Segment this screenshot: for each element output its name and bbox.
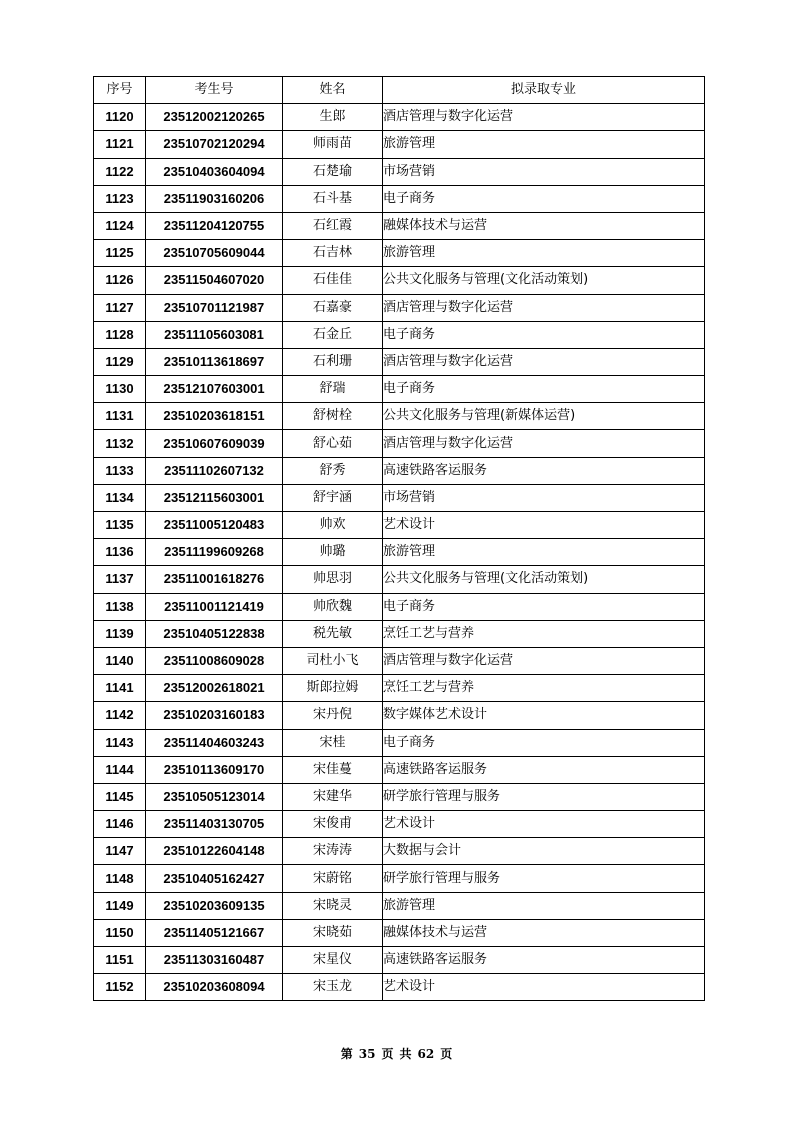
cell-name: 帅欢 — [283, 512, 383, 539]
cell-exam-no: 23510705609044 — [146, 240, 283, 267]
cell-exam-no: 23512115603001 — [146, 484, 283, 511]
header-seq: 序号 — [94, 77, 146, 104]
cell-name: 宋晓茹 — [283, 919, 383, 946]
cell-major: 公共文化服务与管理(文化活动策划) — [383, 267, 705, 294]
cell-exam-no: 23511404603243 — [146, 729, 283, 756]
cell-name: 宋佳蔓 — [283, 756, 383, 783]
cell-major: 旅游管理 — [383, 539, 705, 566]
cell-exam-no: 23512002618021 — [146, 675, 283, 702]
cell-seq: 1135 — [94, 512, 146, 539]
cell-major: 旅游管理 — [383, 131, 705, 158]
cell-major: 电子商务 — [383, 185, 705, 212]
admission-table — [93, 76, 705, 1001]
cell-seq: 1127 — [94, 294, 146, 321]
cell-major: 酒店管理与数字化运营 — [383, 294, 705, 321]
cell-major: 烹饪工艺与营养 — [383, 675, 705, 702]
cell-seq: 1137 — [94, 566, 146, 593]
cell-seq: 1152 — [94, 974, 146, 1001]
footer-prefix: 第 — [340, 1047, 353, 1061]
cell-major: 高速铁路客运服务 — [383, 756, 705, 783]
table-row — [94, 512, 705, 539]
cell-major: 艺术设计 — [383, 811, 705, 838]
table-row — [94, 729, 705, 756]
cell-name: 宋建华 — [283, 783, 383, 810]
cell-major: 公共文化服务与管理(文化活动策划) — [383, 566, 705, 593]
table-row — [94, 240, 705, 267]
cell-major: 研学旅行管理与服务 — [383, 865, 705, 892]
cell-name: 宋蔚铭 — [283, 865, 383, 892]
cell-name: 石楚瑜 — [283, 158, 383, 185]
cell-major: 融媒体技术与运营 — [383, 919, 705, 946]
cell-exam-no: 23510122604148 — [146, 838, 283, 865]
cell-seq: 1140 — [94, 647, 146, 674]
cell-name: 舒心茹 — [283, 430, 383, 457]
cell-seq: 1149 — [94, 892, 146, 919]
cell-name: 税先敏 — [283, 620, 383, 647]
table-row — [94, 675, 705, 702]
header-exam-no: 考生号 — [146, 77, 283, 104]
cell-major: 数字媒体艺术设计 — [383, 702, 705, 729]
cell-exam-no: 23511005120483 — [146, 512, 283, 539]
cell-seq: 1120 — [94, 104, 146, 131]
cell-exam-no: 23510203618151 — [146, 403, 283, 430]
cell-exam-no: 23511903160206 — [146, 185, 283, 212]
cell-major: 电子商务 — [383, 321, 705, 348]
cell-exam-no: 23511001618276 — [146, 566, 283, 593]
cell-seq: 1151 — [94, 947, 146, 974]
cell-name: 石吉林 — [283, 240, 383, 267]
cell-exam-no: 23510403604094 — [146, 158, 283, 185]
footer-page-unit: 页 — [381, 1047, 394, 1061]
cell-name: 师雨苗 — [283, 131, 383, 158]
cell-name: 生郎 — [283, 104, 383, 131]
cell-major: 酒店管理与数字化运营 — [383, 348, 705, 375]
table-row — [94, 158, 705, 185]
cell-major: 高速铁路客运服务 — [383, 457, 705, 484]
cell-name: 石金丘 — [283, 321, 383, 348]
cell-name: 石红霞 — [283, 212, 383, 239]
cell-exam-no: 23511199609268 — [146, 539, 283, 566]
table-row — [94, 783, 705, 810]
cell-major: 高速铁路客运服务 — [383, 947, 705, 974]
table-row — [94, 865, 705, 892]
cell-seq: 1148 — [94, 865, 146, 892]
cell-exam-no: 23511204120755 — [146, 212, 283, 239]
cell-exam-no: 23511102607132 — [146, 457, 283, 484]
cell-name: 宋桂 — [283, 729, 383, 756]
cell-seq: 1147 — [94, 838, 146, 865]
cell-seq: 1146 — [94, 811, 146, 838]
page-footer — [0, 1045, 793, 1062]
cell-exam-no: 23510405122838 — [146, 620, 283, 647]
cell-major: 酒店管理与数字化运营 — [383, 104, 705, 131]
footer-total-prefix: 共 — [399, 1047, 412, 1061]
table-row — [94, 539, 705, 566]
cell-exam-no: 23510701121987 — [146, 294, 283, 321]
cell-exam-no: 23510203160183 — [146, 702, 283, 729]
cell-name: 宋丹倪 — [283, 702, 383, 729]
cell-seq: 1123 — [94, 185, 146, 212]
cell-seq: 1122 — [94, 158, 146, 185]
cell-exam-no: 23512107603001 — [146, 376, 283, 403]
cell-exam-no: 23511504607020 — [146, 267, 283, 294]
cell-name: 宋晓灵 — [283, 892, 383, 919]
cell-name: 斯郎拉姆 — [283, 675, 383, 702]
table-header-row — [94, 77, 705, 104]
cell-seq: 1129 — [94, 348, 146, 375]
cell-major: 公共文化服务与管理(新媒体运营) — [383, 403, 705, 430]
cell-exam-no: 23511303160487 — [146, 947, 283, 974]
cell-seq: 1145 — [94, 783, 146, 810]
cell-seq: 1131 — [94, 403, 146, 430]
cell-seq: 1132 — [94, 430, 146, 457]
cell-seq: 1128 — [94, 321, 146, 348]
table-row — [94, 430, 705, 457]
cell-name: 宋涛涛 — [283, 838, 383, 865]
footer-total-unit: 页 — [440, 1047, 453, 1061]
table-row — [94, 919, 705, 946]
table-row — [94, 892, 705, 919]
cell-name: 石嘉豪 — [283, 294, 383, 321]
cell-seq: 1130 — [94, 376, 146, 403]
table-row — [94, 620, 705, 647]
cell-major: 大数据与会计 — [383, 838, 705, 865]
cell-seq: 1142 — [94, 702, 146, 729]
cell-name: 帅思羽 — [283, 566, 383, 593]
cell-exam-no: 23510203608094 — [146, 974, 283, 1001]
table-row — [94, 484, 705, 511]
table-row — [94, 348, 705, 375]
cell-exam-no: 23511405121667 — [146, 919, 283, 946]
cell-major: 旅游管理 — [383, 240, 705, 267]
cell-exam-no: 23510113618697 — [146, 348, 283, 375]
cell-exam-no: 23511001121419 — [146, 593, 283, 620]
cell-name: 宋俊甫 — [283, 811, 383, 838]
cell-exam-no: 23511105603081 — [146, 321, 283, 348]
cell-name: 石佳佳 — [283, 267, 383, 294]
cell-major: 烹饪工艺与营养 — [383, 620, 705, 647]
cell-seq: 1133 — [94, 457, 146, 484]
table-row — [94, 457, 705, 484]
table-row — [94, 811, 705, 838]
cell-name: 舒瑞 — [283, 376, 383, 403]
cell-exam-no: 23510405162427 — [146, 865, 283, 892]
cell-major: 艺术设计 — [383, 974, 705, 1001]
cell-seq: 1121 — [94, 131, 146, 158]
cell-name: 司杜小飞 — [283, 647, 383, 674]
table-row — [94, 185, 705, 212]
cell-major: 研学旅行管理与服务 — [383, 783, 705, 810]
cell-major: 电子商务 — [383, 593, 705, 620]
cell-seq: 1126 — [94, 267, 146, 294]
cell-major: 市场营销 — [383, 158, 705, 185]
table-row — [94, 294, 705, 321]
table-row — [94, 702, 705, 729]
table-row — [94, 321, 705, 348]
cell-major: 电子商务 — [383, 376, 705, 403]
cell-name: 帅璐 — [283, 539, 383, 566]
table-row — [94, 593, 705, 620]
cell-seq: 1138 — [94, 593, 146, 620]
cell-exam-no: 23510203609135 — [146, 892, 283, 919]
cell-seq: 1141 — [94, 675, 146, 702]
table-row — [94, 947, 705, 974]
cell-seq: 1124 — [94, 212, 146, 239]
cell-exam-no: 23512002120265 — [146, 104, 283, 131]
cell-major: 酒店管理与数字化运营 — [383, 430, 705, 457]
table-row — [94, 756, 705, 783]
table-row — [94, 267, 705, 294]
table-row — [94, 212, 705, 239]
cell-major: 融媒体技术与运营 — [383, 212, 705, 239]
cell-major: 电子商务 — [383, 729, 705, 756]
cell-seq: 1136 — [94, 539, 146, 566]
cell-name: 舒秀 — [283, 457, 383, 484]
table-row — [94, 647, 705, 674]
cell-major: 市场营销 — [383, 484, 705, 511]
table-row — [94, 838, 705, 865]
footer-total-pages: 62 — [417, 1047, 435, 1061]
footer-page-number: 35 — [358, 1047, 376, 1061]
cell-seq: 1125 — [94, 240, 146, 267]
cell-name: 舒宇涵 — [283, 484, 383, 511]
table-row — [94, 403, 705, 430]
table-row — [94, 376, 705, 403]
cell-exam-no: 23511008609028 — [146, 647, 283, 674]
cell-seq: 1144 — [94, 756, 146, 783]
cell-exam-no: 23510702120294 — [146, 131, 283, 158]
table-row — [94, 974, 705, 1001]
table-body — [94, 104, 705, 1001]
cell-exam-no: 23510607609039 — [146, 430, 283, 457]
table-row — [94, 566, 705, 593]
cell-seq: 1143 — [94, 729, 146, 756]
cell-seq: 1139 — [94, 620, 146, 647]
table-row — [94, 131, 705, 158]
cell-seq: 1134 — [94, 484, 146, 511]
cell-name: 石斗基 — [283, 185, 383, 212]
cell-exam-no: 23511403130705 — [146, 811, 283, 838]
cell-name: 石利珊 — [283, 348, 383, 375]
cell-name: 宋星仪 — [283, 947, 383, 974]
admission-list — [93, 76, 704, 1001]
header-major: 拟录取专业 — [383, 77, 705, 104]
cell-major: 旅游管理 — [383, 892, 705, 919]
cell-exam-no: 23510113609170 — [146, 756, 283, 783]
cell-exam-no: 23510505123014 — [146, 783, 283, 810]
cell-major: 酒店管理与数字化运营 — [383, 647, 705, 674]
cell-name: 帅欣魏 — [283, 593, 383, 620]
table-row — [94, 104, 705, 131]
cell-major: 艺术设计 — [383, 512, 705, 539]
cell-seq: 1150 — [94, 919, 146, 946]
cell-name: 舒树栓 — [283, 403, 383, 430]
header-name: 姓名 — [283, 77, 383, 104]
cell-name: 宋玉龙 — [283, 974, 383, 1001]
